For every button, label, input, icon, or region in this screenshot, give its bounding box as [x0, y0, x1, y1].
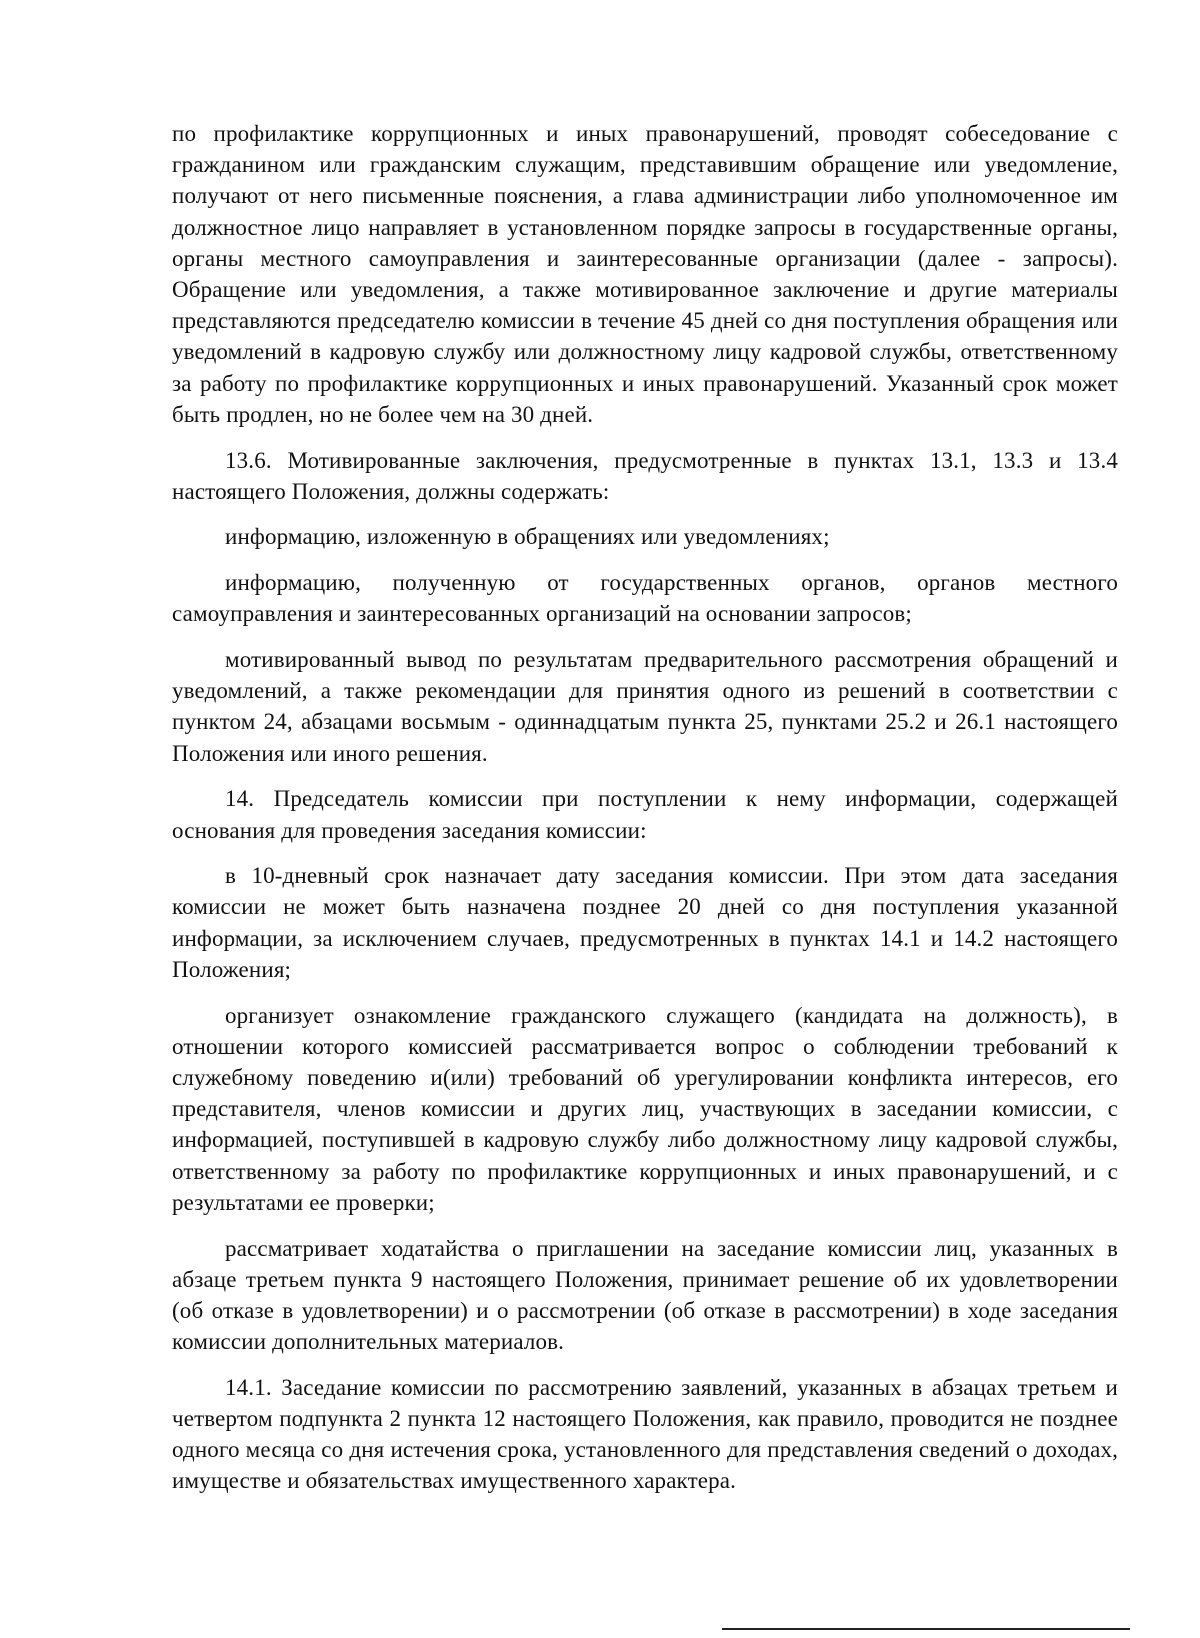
paragraph-info-from-appeals: информацию, изложенную в обращениях или уведомлениях; [225, 524, 830, 550]
paragraph-10-day-term: в 10-дневный срок назначает дату заседания комиссии. При этом дата заседания комиссии не может быть назначена позднее 20 дней со дня поступления указанной информации, за исключением случаев, предусмотренных в пунктах 14.1 и 14.2 настоящего Положения; [172, 863, 1118, 982]
paragraph-info-from-agencies: информацию, полученную от государственных органов, органов местного самоуправления и заинтересованных организаций на основании запросов; [172, 570, 1118, 627]
paragraph-14-1: 14.1. Заседание комиссии по рассмотрению заявлений, указанных в абзацах третьем и четвертом подпункта 2 пункта 12 настоящего Положения, как правило, проводится не позднее одного месяца со дня истечения срока, установленного для представления сведений о доходах, имуществе и обязательствах имущественного характера. [172, 1374, 1118, 1494]
paragraph-motivated-conclusion: мотивированный вывод по результатам предварительного рассмотрения обращений и уведомлений, а также рекомендации для принятия одного из решений в соответствии с пунктом 24, абзацами восьмым - одиннадцатым пункта 25, пунктами 25.2 и 26.1 настоящего Положения или иного решения. [172, 647, 1118, 766]
document-body [172, 118, 1118, 1511]
paragraph-familiarization: организует ознакомление гражданского служащего (кандидата на должность), в отношении которого комиссией рассматривается вопрос о соблюдении требований к служебному поведению и(или) требований об урегулировании конфликта интересов, его представителя, членов комиссии и других лиц, участвующих в заседании комиссии, с информацией, поступившей в кадровую службу либо должностному лицу кадровой службы, ответственному за работу по профилактике коррупционных и иных правонарушений, и с результатами ее проверки; [172, 1002, 1118, 1215]
paragraph-14: 14. Председатель комиссии при поступлении к нему информации, содержащей основания для проведения заседания комиссии: [172, 786, 1118, 843]
paragraph-petitions: рассматривает ходатайства о приглашении на заседание комиссии лиц, указанных в абзаце третьем пункта 9 настоящего Положения, принимает решение об их удовлетворении (об отказе в удовлетворении) и о рассмотрении (об отказе в рассмотрении) в ходе заседания комиссии дополнительных материалов. [172, 1235, 1118, 1355]
paragraph-continuation: по профилактике коррупционных и иных правонарушений, проводят собеседование с гражданином или гражданским служащим, представившим обращение или уведомление, получают от него письменные пояснения, а глава администрации либо уполномоченное им должностное лицо направляет в установленном порядке запросы в государственные органы, органы местного самоуправления и заинтересованные организации (далее - запросы). Обращение или уведомления, а также мотивированное заключение и другие материалы представляются председателю комиссии в течение 45 дней со дня поступления обращения или уведомлений в кадровую службу или должностному лицу кадровой службы, ответственному за работу по профилактике коррупционных и иных правонарушений. Указанный срок может быть продлен, но не более чем на 30 дней. [172, 121, 1118, 427]
footer-divider-line [722, 1628, 1130, 1630]
paragraph-13-6: 13.6. Мотивированные заключения, предусмотренные в пунктах 13.1, 13.3 и 13.4 настоящего Положения, должны содержать: [172, 447, 1118, 504]
